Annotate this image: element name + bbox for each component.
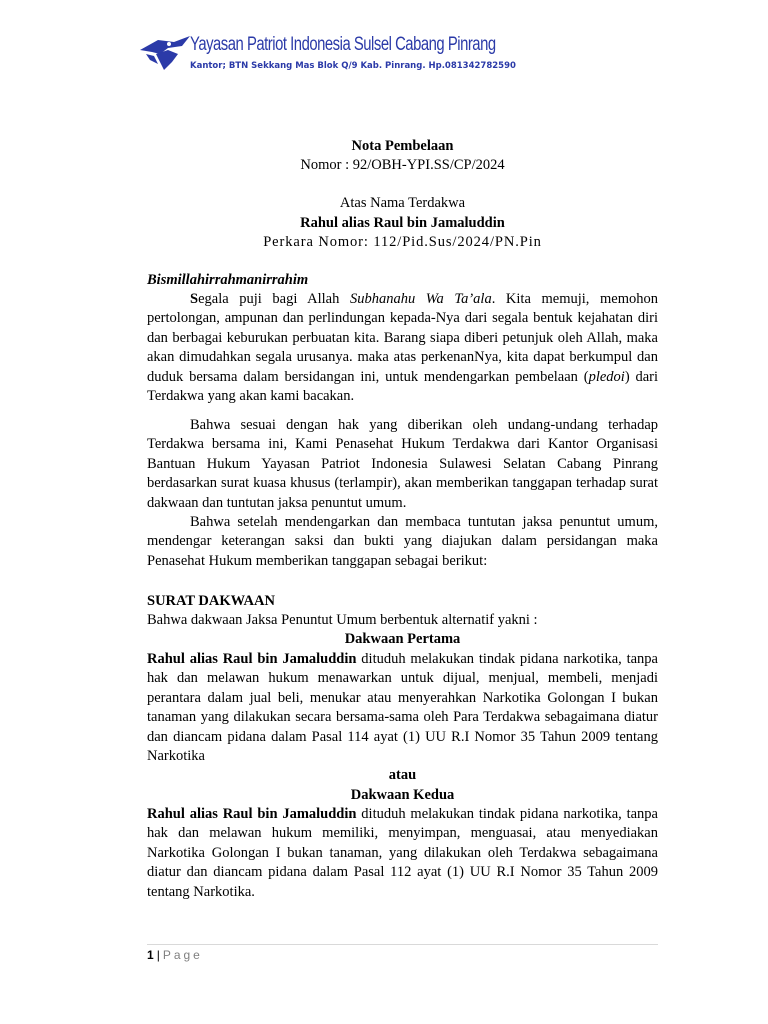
second-indictment-title: Dakwaan Kedua bbox=[350, 787, 455, 803]
organization-address: Kantor; BTN Sekkang Mas Blok Q/9 Kab. Pinrang. Hp.081342782590 bbox=[190, 61, 516, 71]
document-title: Nota Pembelaan bbox=[351, 138, 454, 154]
basmalah: Bismillahirrahmanirrahim bbox=[147, 272, 309, 288]
footer-separator: | bbox=[156, 948, 160, 962]
defendant-name: Rahul alias Raul bin Jamaluddin bbox=[300, 215, 505, 231]
authority-paragraph: Bahwa sesuai dengan hak yang diberikan oleh undang-undang terhadap Terdakwa bersama ini, Kami Penasehat Hukum Terdakwa dari Kantor Organisasi Bantuan Hukum Yayasan Patriot Indonesia Sulawesi Selatan Cabang Pinrang berdasarkan surat kuasa khusus (terlampir), akan memberikan tanggapan terhadap surat dakwaan dan tuntutan jaksa penuntut umum. bbox=[147, 417, 658, 511]
on-behalf-label: Atas Nama Terdakwa bbox=[339, 195, 466, 211]
paragraph-italic: Subhanahu Wa Ta’ala bbox=[349, 291, 492, 307]
paragraph-text: egala puji bagi Allah bbox=[198, 291, 350, 307]
document-number: Nomor : 92/OBH-YPI.SS/CP/2024 bbox=[300, 157, 505, 173]
drop-letter: S bbox=[190, 291, 199, 307]
indictment-intro: Bahwa dakwaan Jaksa Penuntut Umum berbentuk alternatif yakni : bbox=[147, 612, 538, 628]
eagle-logo-icon bbox=[138, 32, 196, 72]
paragraph-text: . Kita memuji, memohon pertolongan, ampunan dan perlindungan kepada-Nya dari segala bentuk kejahatan diri dan berbagai keburukan perbuatan kita. Barang siapa diberi petunjuk oleh Allah, maka akan dimudahkan segala urusanya. maka atas perkenanNya, kita dapat berkumpul dan duduk bersama dalam bersidangan ini, untuk mendengarkan pembelaan ( bbox=[147, 291, 658, 385]
letterhead bbox=[138, 30, 538, 80]
connector-atau: atau bbox=[388, 767, 417, 783]
indicted-name: Rahul alias Raul bin Jamaluddin bbox=[147, 806, 357, 822]
footer-divider bbox=[147, 944, 658, 945]
response-paragraph: Bahwa setelah mendengarkan dan membaca tuntutan jaksa penuntut umum, mendengar keterangan saksi dan bukti yang diajukan dalam persidangan maka Penasehat Hukum memberikan tanggapan sebagai berikut: bbox=[147, 514, 658, 569]
page-footer bbox=[147, 948, 203, 962]
first-indictment-title: Dakwaan Pertama bbox=[344, 631, 461, 647]
opening-paragraph bbox=[147, 290, 658, 406]
paragraph-italic: pledoi bbox=[588, 368, 625, 385]
page-label: Page bbox=[162, 948, 203, 962]
paragraph-text: dituduh melakukan tindak pidana narkotika, tanpa hak dan melawan hukum memiliki, menyimpan, menguasai, atau menyediakan Narkotika Golongan I bukan tanaman, yang dilakukan oleh Terdakwa sebagaimana diatur dan diancam pidana dalam Pasal 112 ayat (1) UU R.I Nomor 35 Tahun 2009 tentang Narkotika. bbox=[147, 806, 658, 900]
second-indictment-text bbox=[147, 805, 658, 902]
paragraph-text: dituduh melakukan tindak pidana narkotika, tanpa hak dan melawan hukum menawarkan untuk dijual, menjual, membeli, menjadi perantara dalam jual beli, menukar atau menyerahkan Narkotika Golongan I bukan tanaman yang dilakukan secara bersama-sama oleh Para Terdakwa sebagaimana diatur dan diancam pidana dalam Pasal 114 ayat (1) UU R.I Nomor 35 Tahun 2009 tentang Narkotika bbox=[147, 651, 658, 765]
section-heading-surat-dakwaan: SURAT DAKWAAN bbox=[147, 593, 275, 609]
organization-name: Yayasan Patriot Indonesia Sulsel Cabang Pinrang bbox=[190, 34, 496, 55]
case-number: Perkara Nomor: 112/Pid.Sus/2024/PN.Pin bbox=[263, 234, 542, 250]
paragraph-text: ) dari Terdakwa yang akan kami bacakan. bbox=[147, 368, 659, 405]
first-indictment-text bbox=[147, 650, 658, 766]
page-number: 1 bbox=[147, 948, 154, 962]
indicted-name: Rahul alias Raul bin Jamaluddin bbox=[147, 651, 357, 667]
